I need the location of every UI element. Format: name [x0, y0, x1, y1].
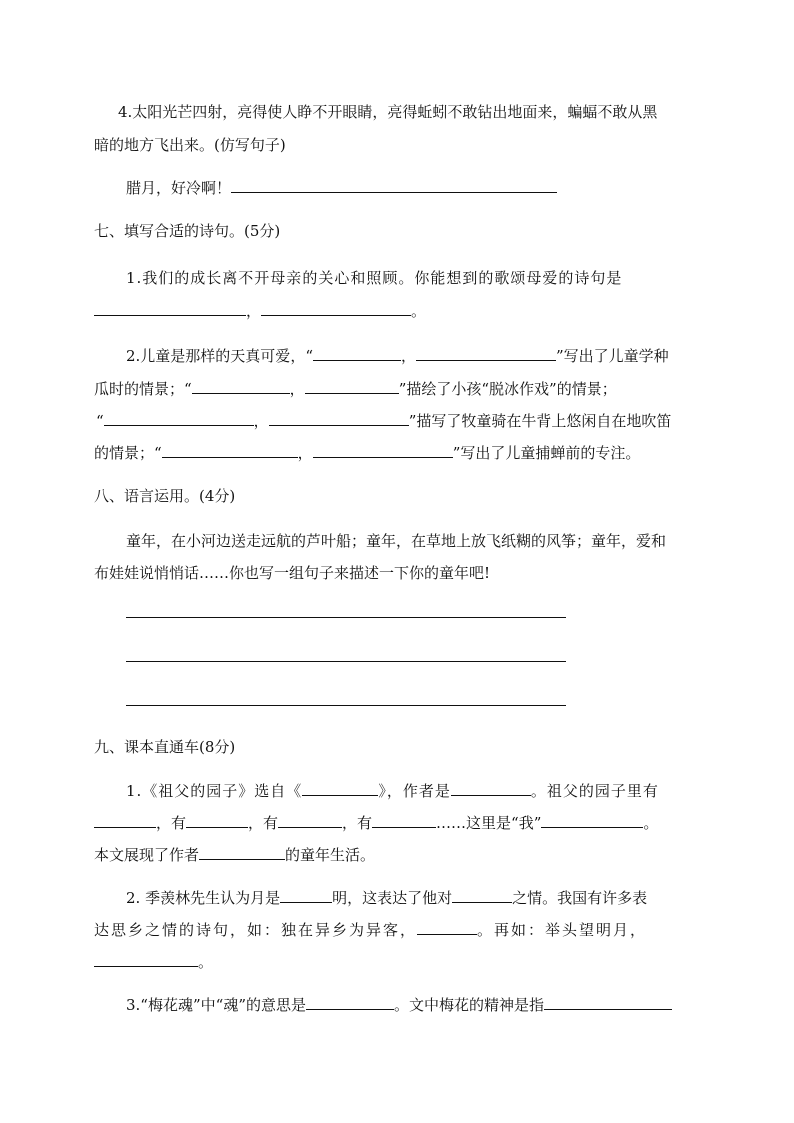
s7-q2-text-d: 瓜时的情景；“: [94, 380, 192, 398]
s7-q2-line-4: [94, 442, 640, 462]
s9-q3-blank-1[interactable]: [306, 994, 394, 1010]
s9-q1-text-c: 。祖父的园子里有: [530, 782, 659, 800]
s9-q2-line-1: [126, 887, 647, 907]
s7-q2-blank-3[interactable]: [192, 378, 290, 394]
s7-q1-line-1: 1.我们的成长离不开母亲的关心和照顾。你能想到的歌颂母爱的诗句是: [126, 269, 623, 287]
s7-q1-period: 。: [411, 302, 427, 320]
q6-4-prompt: [126, 177, 557, 197]
s7-q1-blank-2[interactable]: [261, 300, 411, 316]
s9-q1-blank-book[interactable]: [302, 780, 378, 796]
s9-q3-line-1: [126, 994, 672, 1014]
s9-q1-text-i: 本文展现了作者: [94, 846, 200, 864]
s9-q1-text-e: ，有: [248, 814, 279, 832]
s9-q3-text-b: 。文中梅花的精神是指: [394, 996, 545, 1014]
s7-q2-blank-7[interactable]: [162, 442, 298, 458]
s7-q2-line-2: [94, 378, 617, 398]
s7-q2-comma-1: ，: [400, 347, 416, 365]
s7-q2-text-f: ”描绘了小孩“脱冰作戏”的情景；: [398, 380, 617, 398]
s7-q1-line-2: [94, 300, 426, 320]
s7-q2-comma-3: ，: [253, 412, 269, 430]
s9-q2-blank-4[interactable]: [94, 951, 198, 967]
s8-answer-line-2[interactable]: [126, 661, 566, 662]
s8-answer-line-3[interactable]: [126, 705, 566, 706]
s9-q1-blank-3[interactable]: [278, 812, 342, 828]
s9-q1-blank-6[interactable]: [199, 844, 285, 860]
s9-q1-blank-4[interactable]: [372, 812, 436, 828]
s9-q1-blank-author[interactable]: [451, 780, 531, 796]
s7-q2-blank-5[interactable]: [104, 410, 254, 426]
s9-q2-line-2: [94, 919, 647, 939]
s7-q2-blank-8[interactable]: [313, 442, 453, 458]
section-7-heading: 七、填写合适的诗句。(5分): [94, 222, 281, 240]
s7-q2-comma-2: ，: [289, 380, 305, 398]
s9-q2-line-3: [94, 951, 213, 971]
s7-q2-text-l: ”写出了儿童捕蝉前的专注。: [452, 444, 641, 462]
s9-q3-text-a: 3.“梅花魂”中“魂”的意思是: [126, 996, 306, 1014]
s8-answer-line-1[interactable]: [126, 617, 566, 618]
s9-q1-text-j: 的童年生活。: [285, 846, 376, 864]
s8-line-2: 布娃娃说悄悄话……你也写一组句子来描述一下你的童年吧!: [94, 564, 491, 582]
s7-q2-text-j: 的情景；“: [94, 444, 162, 462]
s7-q1-blank-1[interactable]: [94, 300, 246, 316]
s7-q2-line-3: [96, 410, 671, 430]
s7-q2-quote: “: [96, 412, 104, 430]
s9-q1-blank-2[interactable]: [186, 812, 248, 828]
q6-4-line-1: 4.太阳光芒四射，亮得使人睁不开眼睛，亮得蚯蚓不敢钻出地面来，蝙蝠不敢从黑: [118, 103, 658, 121]
s9-q2-blank-2[interactable]: [452, 887, 512, 903]
s9-q1-line-1: [126, 780, 659, 800]
s7-q2-blank-6[interactable]: [269, 410, 409, 426]
s7-q2-blank-1[interactable]: [313, 345, 401, 361]
s7-q2-text-c: ”写出了儿童学种: [556, 347, 669, 365]
s7-q2-line-1: [126, 345, 669, 365]
s7-q2-blank-2[interactable]: [416, 345, 556, 361]
s9-q2-blank-3[interactable]: [417, 919, 477, 935]
section-8-heading: 八、语言运用。(4分): [94, 487, 236, 505]
s9-q1-text-b: 》，作者是: [378, 782, 451, 800]
s7-q2-text-i: ”描写了牧童骑在牛背上悠闲自在地吹笛: [408, 412, 672, 430]
s7-q2-comma-4: ，: [297, 444, 313, 462]
section-9-heading: 九、课本直通车(8分): [94, 738, 236, 756]
s7-q2-text-a: 2.儿童是那样的天真可爱，“: [126, 347, 313, 365]
s9-q3-blank-2[interactable]: [544, 994, 672, 1010]
s9-q2-blank-1[interactable]: [280, 887, 332, 903]
s9-q2-period: 。: [198, 953, 214, 971]
s9-q1-text-g: ……这里是“我”: [436, 814, 542, 832]
s9-q1-blank-5[interactable]: [541, 812, 643, 828]
s9-q1-blank-1[interactable]: [94, 812, 156, 828]
s9-q1-text-a: 1.《祖父的园子》选自《: [126, 782, 303, 800]
s9-q2-text-d: 达思乡之情的诗句，如：独在异乡为异客，: [94, 921, 418, 939]
s9-q2-text-b: 明，这表达了他对: [332, 889, 453, 907]
s9-q1-line-2: [94, 812, 658, 832]
s7-q1-comma: ，: [246, 302, 262, 320]
q6-4-prompt-text: 腊月，好冷啊！: [126, 179, 232, 197]
s8-line-1: 童年，在小河边送走远航的芦叶船；童年，在草地上放飞纸糊的风筝；童年，爱和: [126, 532, 667, 550]
s9-q2-text-c: 之情。我国有许多表: [512, 889, 648, 907]
s9-q2-text-a: 2. 季羡林先生认为月是: [126, 889, 281, 907]
q6-4-line-2: 暗的地方飞出来。(仿写句子): [94, 136, 286, 154]
s9-q1-text-f: ，有: [342, 814, 373, 832]
s9-q1-text-d: ，有: [156, 814, 187, 832]
s9-q1-line-3: [94, 844, 375, 864]
s9-q2-text-e: 。再如：举头望明月，: [477, 921, 648, 939]
q6-4-answer-blank[interactable]: [231, 177, 557, 193]
s7-q2-blank-4[interactable]: [305, 378, 399, 394]
s9-q1-period: 。: [643, 814, 659, 832]
